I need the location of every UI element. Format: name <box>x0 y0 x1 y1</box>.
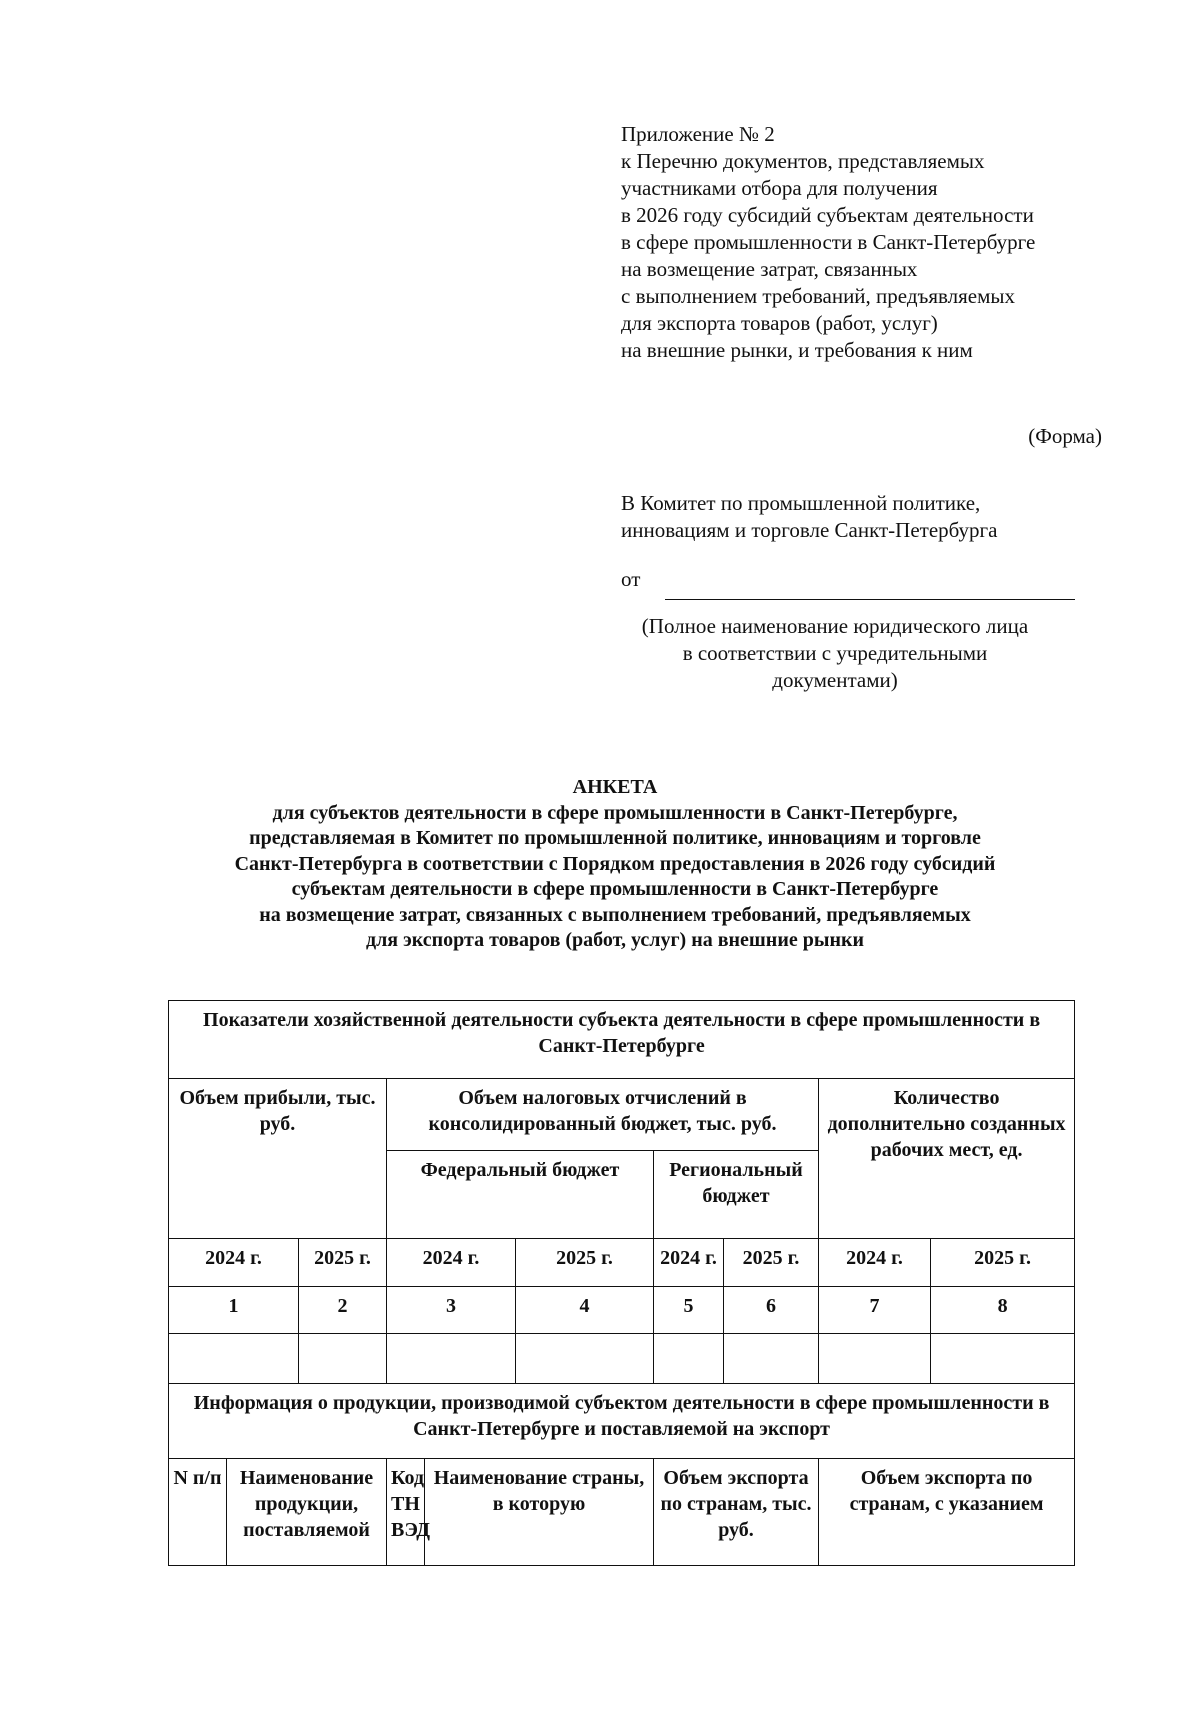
title-line: для экспорта товаров (работ, услуг) на внешние рынки <box>365 929 865 951</box>
column-number-cell: 7 <box>819 1287 931 1334</box>
addressee-line: инновациям и торговле Санкт-Петербурга <box>621 518 998 542</box>
profit-header: Объем прибыли, тыс. руб. <box>169 1079 387 1239</box>
addressee-block <box>621 490 1141 544</box>
empty-data-cell[interactable] <box>299 1334 387 1384</box>
year-cell: 2024 г. <box>169 1239 299 1287</box>
tn-ved-header: Код ТН ВЭД <box>387 1459 425 1566</box>
title-line: представляемая в Комитет по промышленной политике, инновациям и торговле <box>249 827 981 849</box>
country-header: Наименование страны, в которую <box>425 1459 654 1566</box>
section-1-title: Показатели хозяйственной деятельности субъекта деятельности в сфере промышленности в Санкт-Петербурге <box>169 1001 1075 1079</box>
from-label: от <box>621 567 641 591</box>
empty-data-cell[interactable] <box>724 1334 819 1384</box>
column-number-cell: 1 <box>169 1287 299 1334</box>
column-number-cell: 8 <box>931 1287 1075 1334</box>
year-cell: 2024 г. <box>387 1239 516 1287</box>
appendix-line: в сфере промышленности в Санкт-Петербурге <box>621 230 1036 254</box>
export-volume-spec-header: Объем экспорта по странам, с указанием <box>819 1459 1075 1566</box>
appendix-block <box>621 121 1141 364</box>
form-label: (Форма) <box>1028 424 1102 448</box>
from-caption-line: документами) <box>772 668 898 692</box>
addressee-line: В Комитет по промышленной политике, <box>621 491 981 515</box>
tax-header: Объем налоговых отчислений в консолидированный бюджет, тыс. руб. <box>387 1079 819 1151</box>
empty-data-cell[interactable] <box>931 1334 1075 1384</box>
num-header: N п/п <box>169 1459 227 1566</box>
empty-data-cell[interactable] <box>516 1334 654 1384</box>
appendix-line: для экспорта товаров (работ, услуг) <box>621 311 938 335</box>
export-volume-rub-header: Объем экспорта по странам, тыс. руб. <box>654 1459 819 1566</box>
empty-data-cell[interactable] <box>654 1334 724 1384</box>
from-caption-line: (Полное наименование юридического лица <box>641 614 1029 638</box>
product-name-header: Наименование продукции, поставляемой <box>227 1459 387 1566</box>
title-heading: АНКЕТА <box>572 776 658 798</box>
regional-budget-header: Региональный бюджет <box>654 1151 819 1239</box>
empty-data-cell[interactable] <box>387 1334 516 1384</box>
appendix-line: на внешние рынки, и требования к ним <box>621 338 973 362</box>
title-line: Санкт-Петербурга в соответствии с Порядком предоставления в 2026 году субсидий <box>234 852 996 875</box>
year-cell: 2024 г. <box>654 1239 724 1287</box>
appendix-line: в 2026 году субсидий субъектам деятельности <box>621 203 1034 227</box>
title-line: для субъектов деятельности в сфере промышленности в Санкт-Петербурге, <box>272 801 958 824</box>
from-caption-line: в соответствии с учредительными <box>682 641 988 665</box>
year-cell: 2024 г. <box>819 1239 931 1287</box>
column-number-cell: 5 <box>654 1287 724 1334</box>
column-number-cell: 4 <box>516 1287 654 1334</box>
document-title <box>150 775 1080 954</box>
appendix-line: к Перечню документов, представляемых <box>621 149 985 173</box>
empty-data-cell[interactable] <box>819 1334 931 1384</box>
title-line: субъектам деятельности в сфере промышленности в Санкт-Петербурге <box>291 878 939 900</box>
from-input-line <box>665 599 1075 600</box>
appendix-line: участниками отбора для получения <box>621 176 938 200</box>
section-2-title: Информация о продукции, производимой субъектом деятельности в сфере промышленности в Санкт-Петербурге и поставляемой на экспорт <box>169 1384 1075 1459</box>
year-cell: 2025 г. <box>516 1239 654 1287</box>
year-cell: 2025 г. <box>724 1239 819 1287</box>
questionnaire-table <box>168 1000 1075 1566</box>
year-cell: 2025 г. <box>299 1239 387 1287</box>
empty-data-cell[interactable] <box>169 1334 299 1384</box>
column-number-cell: 3 <box>387 1287 516 1334</box>
jobs-header: Количество дополнительно созданных рабочих мест, ед. <box>819 1079 1075 1239</box>
column-number-cell: 6 <box>724 1287 819 1334</box>
column-number-cell: 2 <box>299 1287 387 1334</box>
appendix-line: Приложение № 2 <box>621 122 775 146</box>
title-line: на возмещение затрат, связанных с выполнением требований, предъявляемых <box>259 903 971 926</box>
appendix-line: с выполнением требований, предъявляемых <box>621 284 1016 308</box>
from-caption <box>600 613 1070 694</box>
appendix-line: на возмещение затрат, связанных <box>621 257 918 281</box>
federal-budget-header: Федеральный бюджет <box>387 1151 654 1239</box>
year-cell: 2025 г. <box>931 1239 1075 1287</box>
